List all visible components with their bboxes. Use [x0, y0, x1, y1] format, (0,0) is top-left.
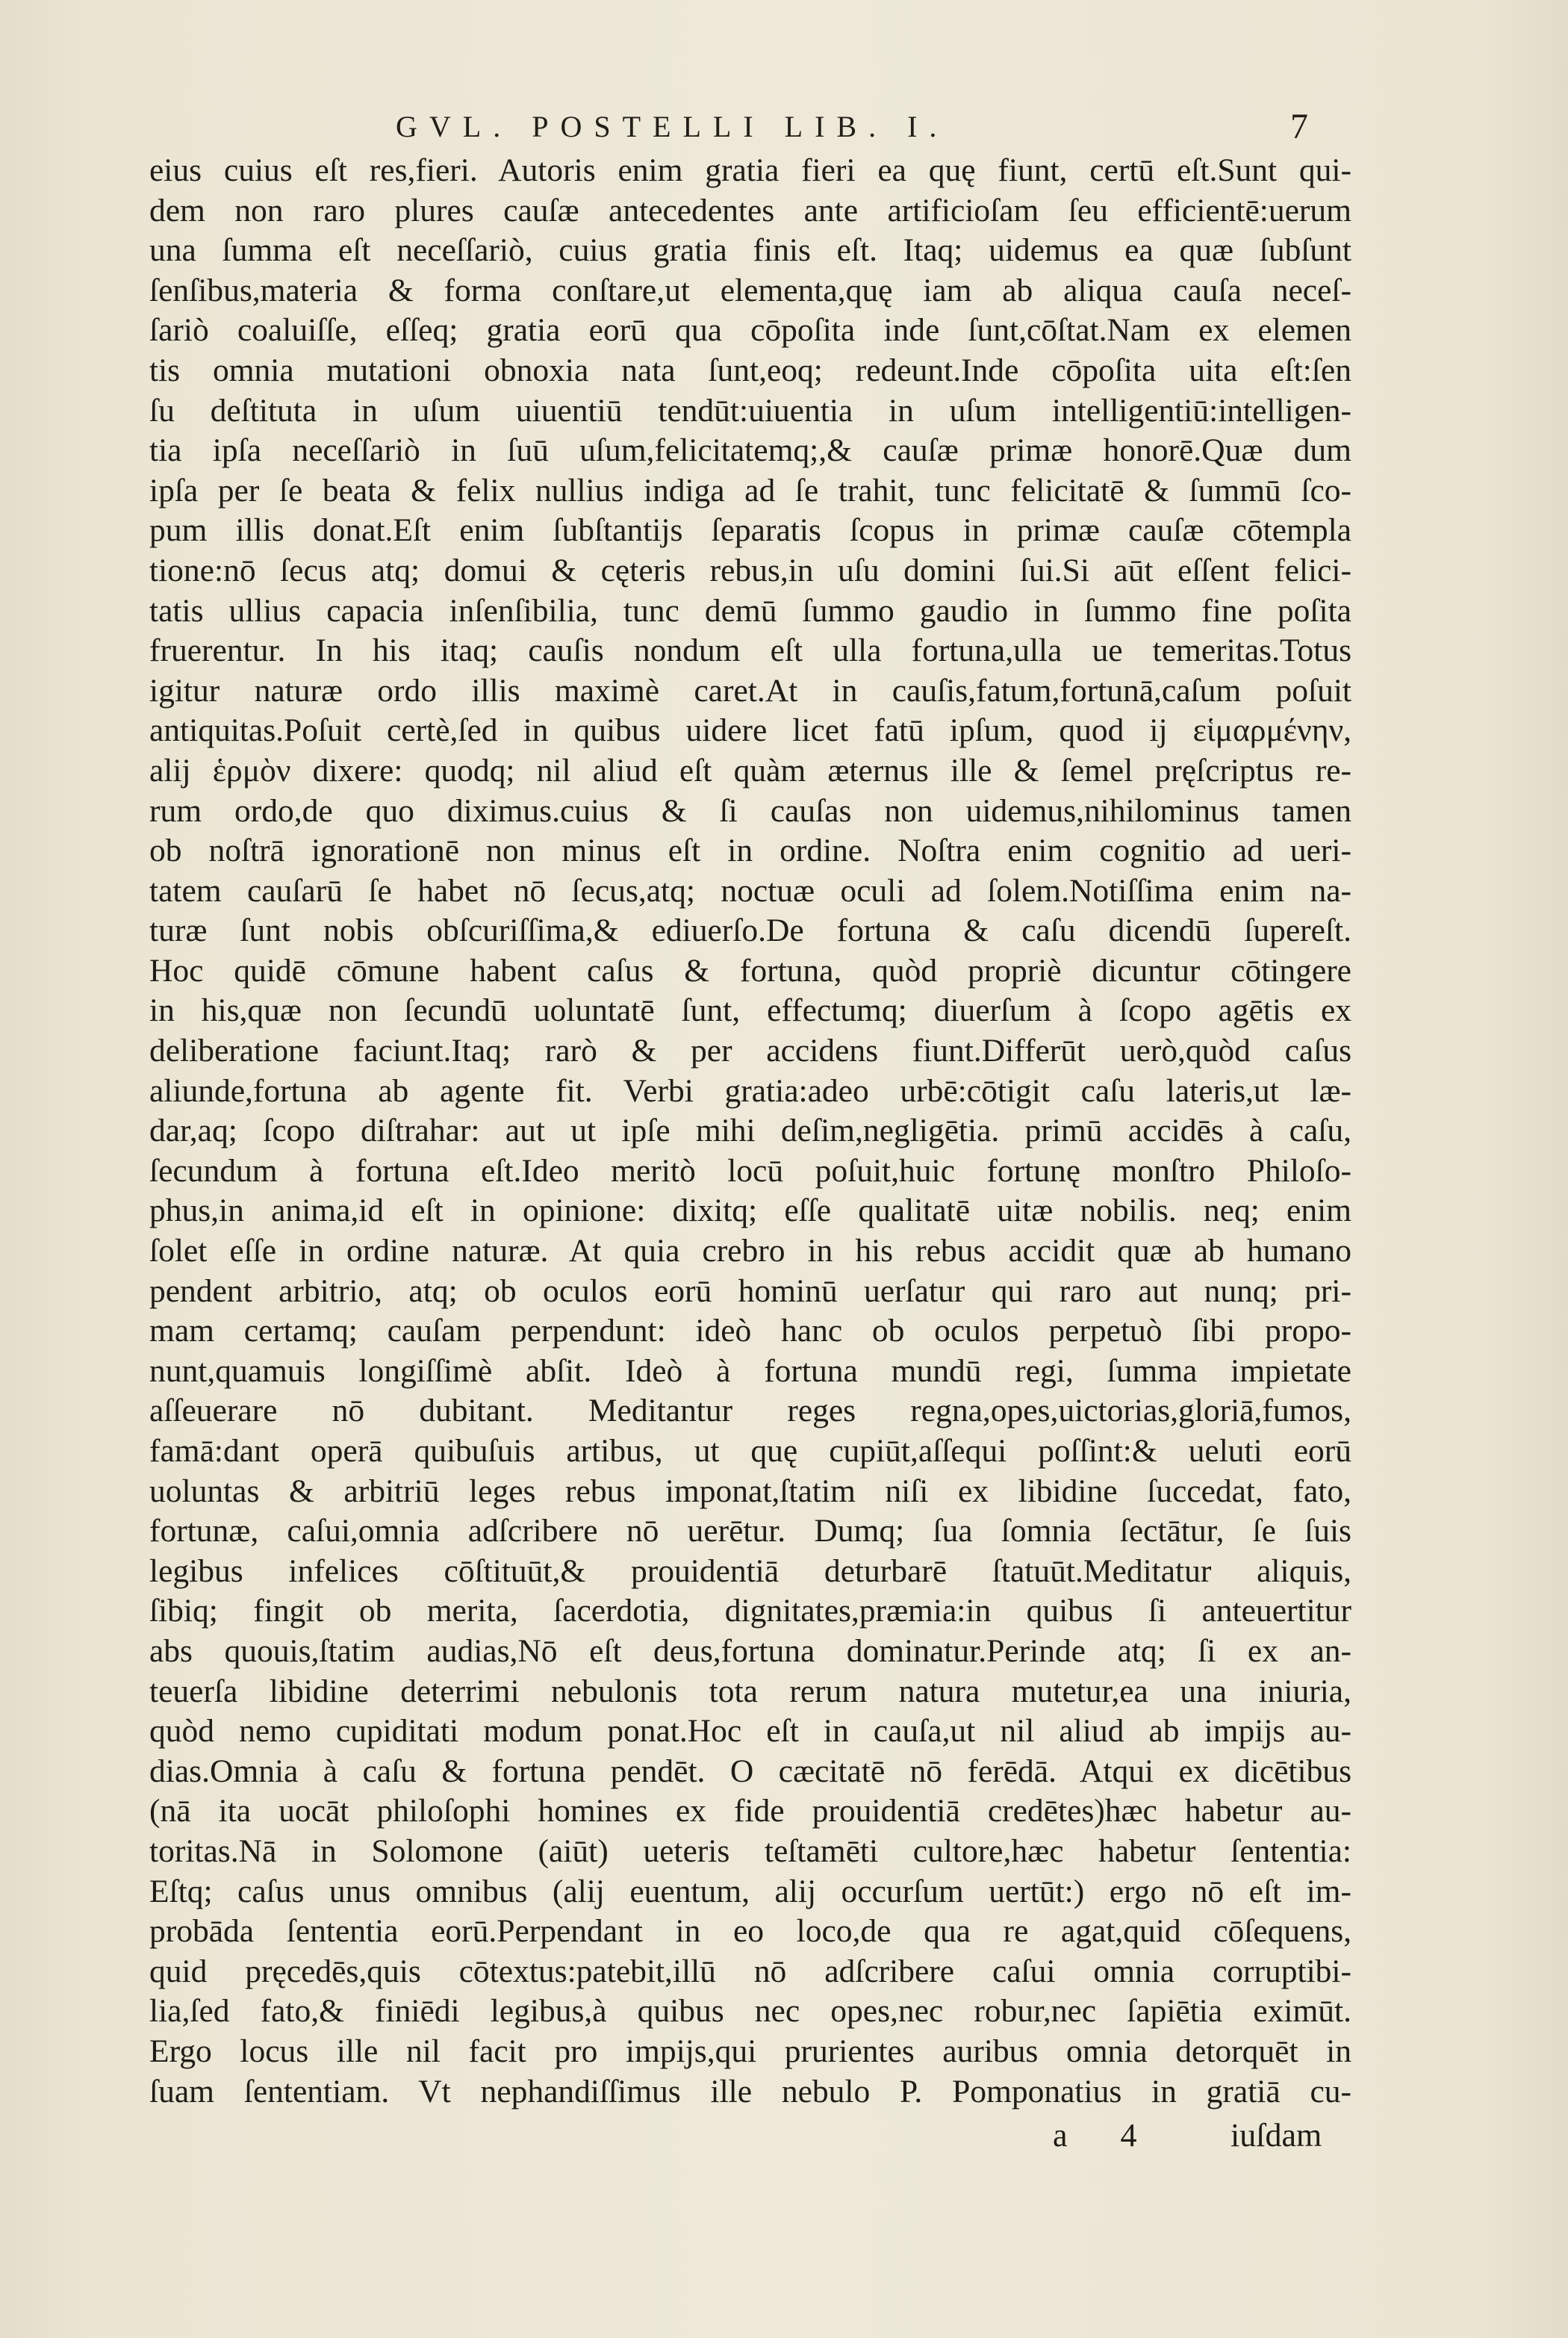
signature-mark: a 4 — [1053, 2117, 1160, 2154]
text-line: quòd nemo cupiditati modum ponat.Hoc eſt in cauſa,ut nil aliud ab impijs au- — [149, 1713, 1351, 1750]
text-line: ſu deſtituta in uſum uiuentiū tendūt:uiuentia in uſum intelligentiū:intelligen- — [149, 392, 1351, 429]
text-line: phus,in anima,id eſt in opinione: dixitq; eſſe qualitatē uitæ nobilis. neq; enim — [149, 1193, 1351, 1229]
text-line: fruerentur. In his itaq; cauſis nondum eſt ulla fortuna,ulla ue temeritas.Totus — [149, 632, 1351, 669]
text-line: nunt,quamuis longiſſimè abſit. Ideò à fortuna mundū regi, ſumma impietate — [149, 1352, 1351, 1389]
text-line: aſſeuerare nō dubitant. Meditantur reges regna,opes,uictorias,gloriā,fumos, — [149, 1393, 1351, 1429]
text-line: turæ ſunt nobis obſcuriſſima,& ediuerſo.De fortuna & caſu dicendū ſupereſt. — [149, 912, 1351, 949]
text-line: probāda ſententia eorū.Perpendant in eo loco,de qua re agat,quid cōſequens, — [149, 1913, 1351, 1950]
text-line: lia,ſed fato,& finiēdi legibus,à quibus nec opes,nec robur,nec ſapiētia eximūt. — [149, 1993, 1351, 2030]
text-line: antiquitas.Poſuit certè,ſed in quibus uidere licet fatū ipſum, quod ij εἱμαρμένην, — [149, 712, 1351, 749]
body-text — [149, 151, 1351, 2112]
text-line: tatem cauſarū ſe habet nō ſecus,atq; noctuæ oculi ad ſolem.Notiſſima enim na- — [149, 872, 1351, 909]
text-line: ob noſtrā ignorationē non minus eſt in ordine. Noſtra enim cognitio ad ueri- — [149, 833, 1351, 869]
text-line: (nā ita uocāt philoſophi homines ex fide prouidentiā credētes)hæc habetur au- — [149, 1793, 1351, 1829]
text-line: igitur naturæ ordo illis maximè caret.At in cauſis,fatum,fortunā,caſum poſuit — [149, 672, 1351, 709]
text-line: tatis ullius capacia inſenſibilia, tunc demū ſummo gaudio in ſummo fine poſita — [149, 592, 1351, 629]
text-line: dias.Omnia à caſu & fortuna pendēt. O cæcitatē nō ferēdā. Atqui ex dicētibus — [149, 1753, 1351, 1789]
text-line: ſibiq; fingit ob merita, ſacerdotia, dignitates,præmia:in quibus ſi anteuertitur — [149, 1593, 1351, 1629]
text-line: ſariò coaluiſſe, eſſeq; gratia eorū qua cōpoſita inde ſunt,cōſtat.Nam ex elemen — [149, 312, 1351, 349]
page-footer — [0, 2113, 1568, 2158]
text-line: teuerſa libidine deterrimi nebulonis tota rerum natura mutetur,ea una iniuria, — [149, 1673, 1351, 1709]
text-line: ipſa per ſe beata & felix nullius indiga ad ſe trahit, tunc felicitatē & ſummū ſco- — [149, 472, 1351, 509]
running-head: GVL. POSTELLI LIB. I. — [396, 110, 949, 143]
text-line: ſenſibus,materia & forma conſtare,ut elementa,quę iam ab aliqua cauſa neceſ- — [149, 272, 1351, 308]
text-line: dar,aq; ſcopo diſtrahar: aut ut ipſe mihi deſim,negligētia. primū accidēs à caſu, — [149, 1113, 1351, 1149]
text-line: toritas.Nā in Solomone (aiūt) ueteris teſtamēti cultore,hæc habetur ſententia: — [149, 1832, 1351, 1869]
text-line: tia ipſa neceſſariò in ſuū uſum,felicitatemq;,& cauſæ primæ honorē.Quæ dum — [149, 432, 1351, 469]
text-line: dem non raro plures cauſæ antecedentes ante artificioſam ſeu efficientē:uerum — [149, 192, 1351, 228]
folio-number: 7 — [1290, 107, 1308, 146]
text-line: pum illis donat.Eſt enim ſubſtantijs ſeparatis ſcopus in primæ cauſæ cōtempla — [149, 512, 1351, 549]
text-line: alij ἑρμὸν dixere: quodq; nil aliud eſt quàm æternus ille & ſemel pręſcriptus re- — [149, 752, 1351, 789]
text-line: Ergo locus ille nil facit pro impijs,qui prurientes auribus omnia detorquēt in — [149, 2033, 1351, 2069]
text-line: tione:nō ſecus atq; domui & cęteris rebus,in uſu domini ſui.Si aūt eſſent felici- — [149, 552, 1351, 588]
text-line: ſolet eſſe in ordine naturæ. At quia crebro in his rebus accidit quæ ab humano — [149, 1233, 1351, 1269]
text-line: uoluntas & arbitriū leges rebus imponat,ſtatim niſi ex libidine ſuccedat, fato, — [149, 1473, 1351, 1509]
text-line: Hoc quidē cōmune habent caſus & fortuna, quòd propriè dicuntur cōtingere — [149, 952, 1351, 989]
text-line: eius cuius eſt res,fieri. Autoris enim gratia fieri ea quę fiunt, certū eſt.Sunt qui- — [149, 152, 1351, 188]
text-line: ſecundum à fortuna eſt.Ideo meritò locū poſuit,huic fortunę monſtro Philoſo- — [149, 1152, 1351, 1189]
text-line: in his,quæ non ſecundū uoluntatē ſunt, effectumq; diuerſum à ſcopo agētis ex — [149, 992, 1351, 1029]
text-line: quid pręcedēs,quis cōtextus:patebit,illū nō adſcribere caſui omnia corruptibi- — [149, 1953, 1351, 1989]
text-line: aliunde,fortuna ab agente fit. Verbi gratia:adeo urbē:cōtigit caſu lateris,ut læ- — [149, 1072, 1351, 1109]
text-line: tis omnia mutationi obnoxia nata ſunt,eoq; redeunt.Inde cōpoſita uita eſt:ſen — [149, 352, 1351, 388]
text-line: una ſumma eſt neceſſariò, cuius gratia finis eſt. Itaq; uidemus ea quæ ſubſunt — [149, 232, 1351, 269]
text-line: abs quouis,ſtatim audias,Nō eſt deus,fortuna dominatur.Perinde atq; ſi ex an- — [149, 1632, 1351, 1669]
text-line: fortunæ, caſui,omnia adſcribere nō uerētur. Dumq; ſua ſomnia ſectātur, ſe ſuis — [149, 1513, 1351, 1549]
text-line: Eſtq; caſus unus omnibus (alij euentum, alij occurſum uertūt:) ergo nō eſt im- — [149, 1873, 1351, 1909]
catchword: iuſdam — [1231, 2117, 1322, 2154]
text-line: legibus infelices cōſtituūt,& prouidentiā deturbarē ſtatuūt.Meditatur aliquis, — [149, 1552, 1351, 1589]
text-line: mam certamq; cauſam perpendunt: ideò hanc ob oculos perpetuò ſibi propo- — [149, 1313, 1351, 1349]
page-header — [0, 105, 1568, 149]
text-line: deliberatione faciunt.Itaq; rarò & per accidens fiunt.Differūt uerò,quòd caſus — [149, 1033, 1351, 1069]
text-line: ſuam ſententiam. Vt nephandiſſimus ille nebulo P. Pomponatius in gratiā cu- — [149, 2073, 1351, 2110]
text-line: pendent arbitrio, atq; ob oculos eorū hominū uerſatur qui raro aut nunq; pri- — [149, 1272, 1351, 1309]
text-line: famā:dant operā quibuſuis artibus, ut quę cupiūt,aſſequi poſſint:& ueluti eorū — [149, 1433, 1351, 1469]
text-line: rum ordo,de quo diximus.cuius & ſi cauſas non uidemus,nihilominus tamen — [149, 792, 1351, 829]
